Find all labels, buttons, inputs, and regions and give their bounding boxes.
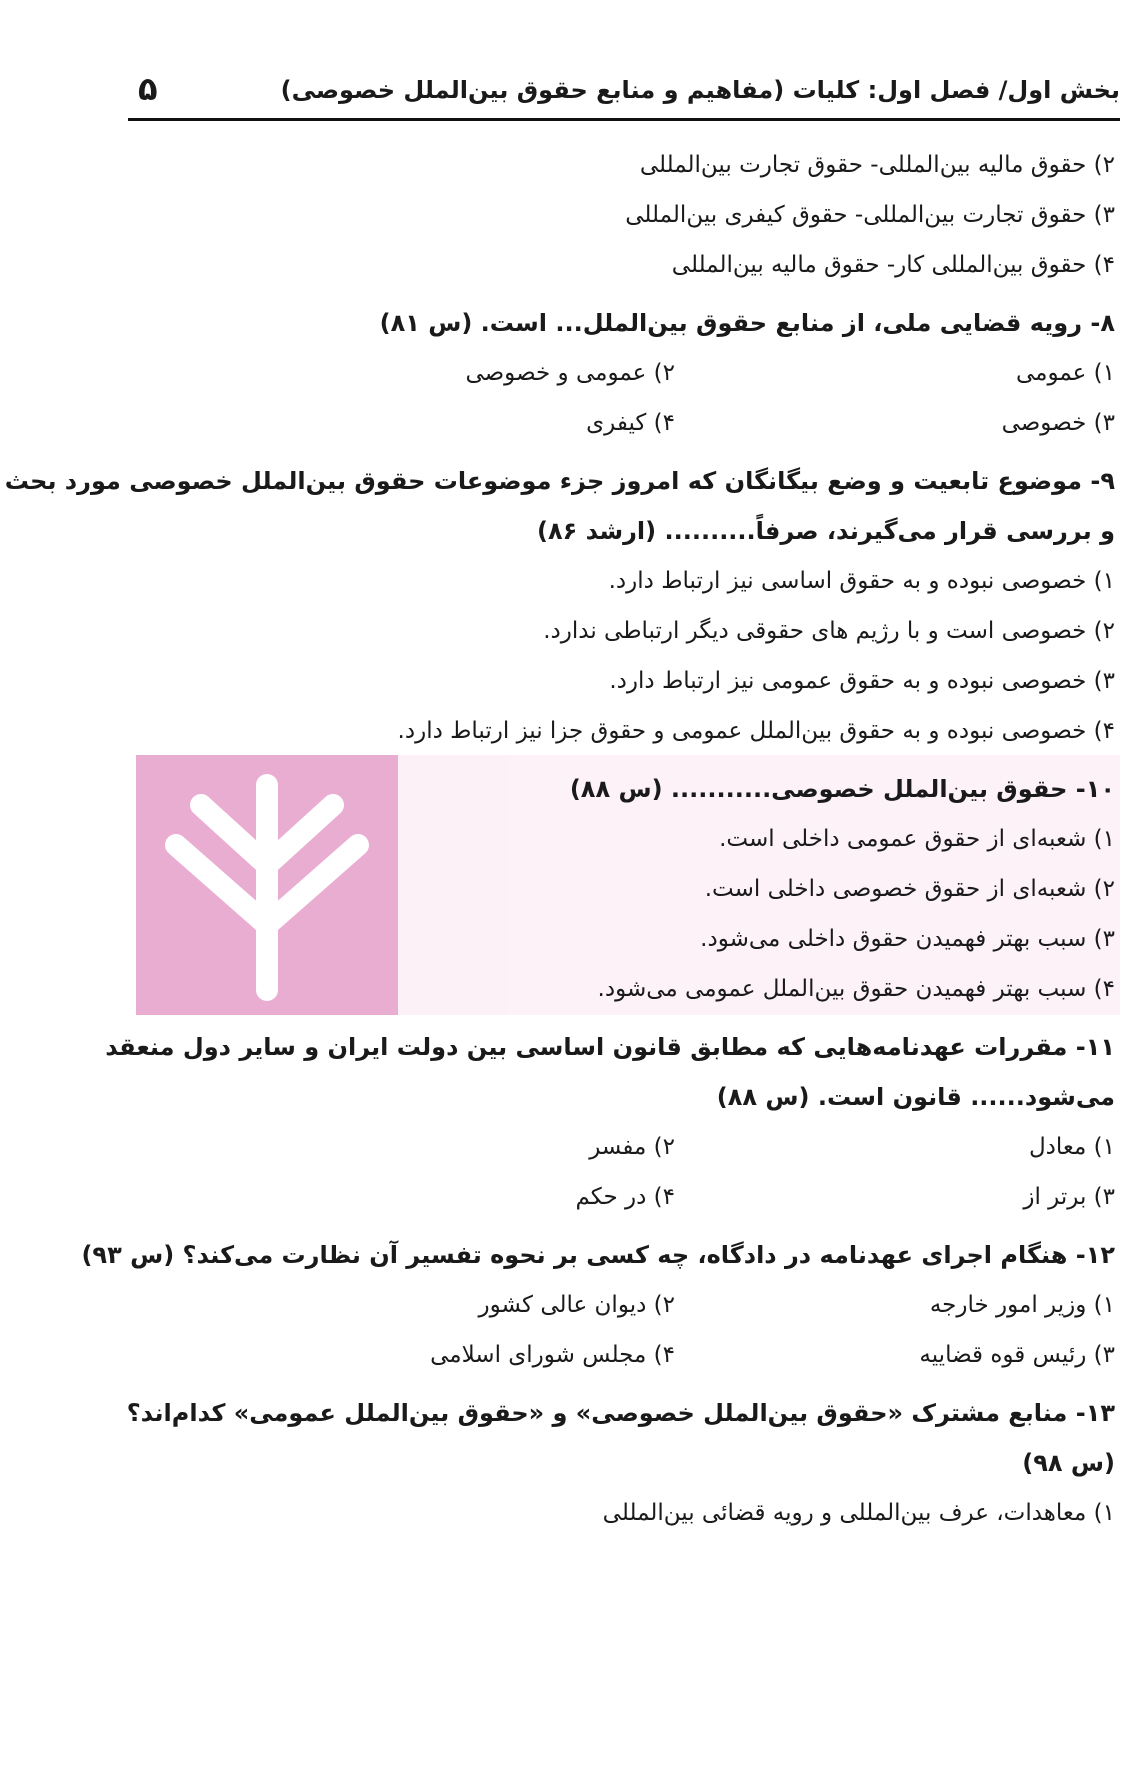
question-title-line: می‌شود...... قانون است. (س ۸۸) [716, 1083, 1115, 1111]
option-line: ۲) شعبه‌ای از حقوق خصوصی داخلی است. [704, 876, 1115, 902]
option-line: ۱) شعبه‌ای از حقوق عمومی داخلی است. [719, 826, 1115, 852]
option-line: ۲) خصوصی است و با رژیم های حقوقی دیگر ارتباطی ندارد. [543, 618, 1115, 644]
option-line: ۲) حقوق مالیه بین‌المللی- حقوق تجارت بین‌المللی [639, 152, 1115, 178]
option: ۱) معادل [1028, 1134, 1115, 1160]
question-title: ۸- رویه قضایی ملی، از منابع حقوق بین‌الملل... است. (س ۸۱) [379, 309, 1115, 337]
question-title-line: ۹- موضوع تابعیت و وضع بیگانگان که امروز جزء موضوعات حقوق بین‌الملل خصوصی مورد بحث [4, 467, 1115, 495]
option: ۳) برتر از [1023, 1184, 1115, 1210]
question-8 [123, 298, 1115, 448]
option-line: ۴) حقوق بین‌المللی کار- حقوق مالیه بین‌المللی [671, 252, 1115, 278]
option: ۱) وزیر امور خارجه [929, 1292, 1115, 1318]
question-9 [4, 456, 1115, 756]
option: ۲) عمومی و خصوصی [465, 360, 675, 386]
options-row [123, 348, 1115, 398]
question-13 [123, 1388, 1115, 1538]
option: ۱) عمومی [1015, 360, 1115, 386]
option: ۴) کیفری [586, 410, 675, 436]
options-row [123, 1280, 1115, 1330]
header-divider [128, 118, 1120, 121]
option-line: ۱) خصوصی نبوده و به حقوق اساسی نیز ارتباط دارد. [608, 568, 1115, 594]
previous-question-options [123, 140, 1115, 290]
option: ۲) دیوان عالی کشور [478, 1292, 675, 1318]
options-row [123, 1122, 1115, 1172]
question-12 [81, 1230, 1115, 1380]
option-line: ۳) سبب بهتر فهمیدن حقوق داخلی می‌شود. [700, 926, 1115, 952]
options-row [123, 1330, 1115, 1380]
option: ۳) خصوصی [1001, 410, 1115, 436]
option: ۴) مجلس شورای اسلامی [430, 1342, 675, 1368]
option: ۲) مفسر [589, 1134, 675, 1160]
question-title-line: (س ۹۸) [1022, 1449, 1115, 1477]
running-title: بخش اول/ فصل اول: کلیات (مفاهیم و منابع حقوق بین‌الملل خصوصی) [280, 76, 1120, 104]
question-10 [123, 764, 1115, 1014]
option-line: ۱) معاهدات، عرف بین‌المللی و رویه قضائی بین‌المللی [602, 1500, 1115, 1526]
question-11 [105, 1022, 1115, 1222]
question-title-line: ۱۱- مقررات عهدنامه‌هایی که مطابق قانون اساسی بین دولت ایران و سایر دول منعقد [105, 1033, 1115, 1061]
question-title-line: و بررسی قرار می‌گیرند، صرفاً.......... (ارشد ۸۶) [537, 517, 1115, 545]
question-title-line: ۱۳- منابع مشترک «حقوق بین‌الملل خصوصی» و «حقوق بین‌الملل عمومی» کدام‌اند؟ [126, 1399, 1115, 1427]
page-content [4, 140, 1115, 1538]
option-line: ۴) سبب بهتر فهمیدن حقوق بین‌الملل عمومی می‌شود. [597, 976, 1115, 1002]
options-row [123, 398, 1115, 448]
option: ۴) در حکم [575, 1184, 675, 1210]
page-number: ۵ [138, 70, 158, 108]
question-title: ۱۲- هنگام اجرای عهدنامه در دادگاه، چه کسی بر نحوه تفسیر آن نظارت می‌کند؟ (س ۹۳) [81, 1241, 1115, 1269]
option-line: ۳) حقوق تجارت بین‌المللی- حقوق کیفری بین‌المللی [625, 202, 1115, 228]
option-line: ۴) خصوصی نبوده و به حقوق بین‌الملل عمومی و حقوق جزا نیز ارتباط دارد. [397, 718, 1115, 744]
question-title: ۱۰- حقوق بین‌الملل خصوصی........... (س ۸۸) [569, 775, 1115, 803]
option: ۳) رئیس قوه قضاییه [919, 1342, 1115, 1368]
options-row [123, 1172, 1115, 1222]
option-line: ۳) خصوصی نبوده و به حقوق عمومی نیز ارتباط دارد. [609, 668, 1115, 694]
